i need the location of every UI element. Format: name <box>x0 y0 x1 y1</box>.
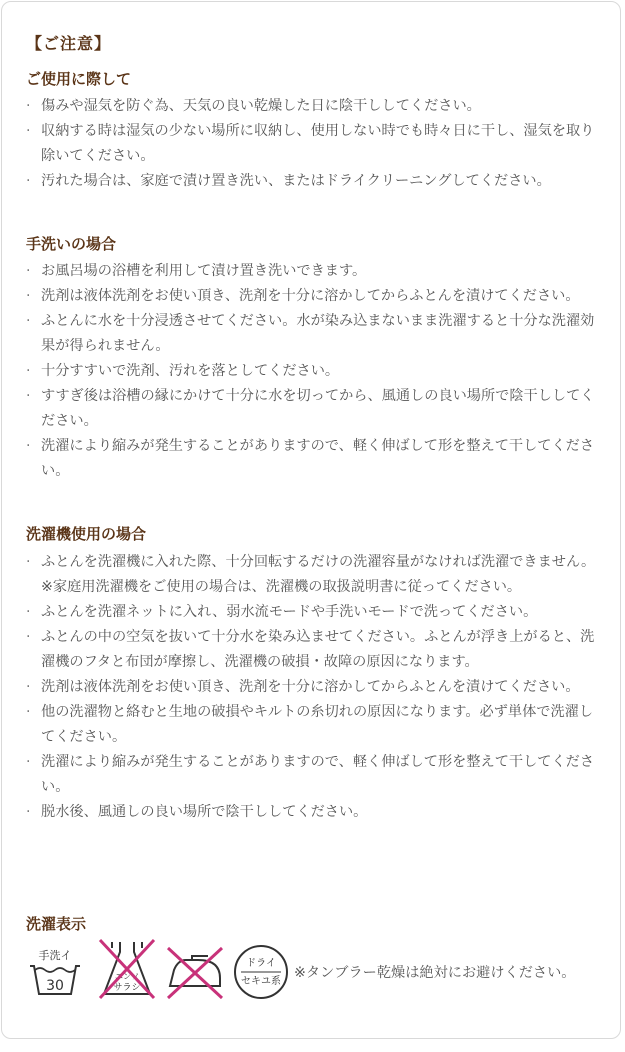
list-item: · 傷みや湿気を防ぐ為、天気の良い乾燥した日に陰干ししてください。 <box>26 98 481 114</box>
handwash-list <box>24 259 604 484</box>
page-title: 【ご注意】 <box>26 34 112 53</box>
list-item: · 脱水後、風通しの良い場所で陰干ししてください。 <box>26 804 368 820</box>
no-bleach-icon <box>96 938 158 1002</box>
handwash-30-icon <box>24 942 86 1002</box>
list-item: · 洗剤は液体洗剤をお使い頂き、洗剤を十分に溶かしてからふとんを漬けてください。 <box>26 288 580 304</box>
list-item: · 汚れた場合は、家庭で漬け置き洗い、またはドライクリーニングしてください。 <box>26 173 551 189</box>
list-item: · ふとんに水を十分浸透させてください。水が染み込まないまま洗濯すると十分な洗濯効果が得られません。 <box>26 313 595 354</box>
list-item: · ふとんの中の空気を抜いて十分水を染み込ませてください。ふとんが浮き上がると、洗濯機のフタと布団が摩擦し、洗濯機の破損・故障の原因になります。 <box>26 629 595 670</box>
care-card <box>1 1 621 1039</box>
bleach-label-bottom: サラシ <box>113 983 141 993</box>
bleach-label-top: エンソ <box>115 972 139 981</box>
wash-symbols-row <box>24 942 614 1004</box>
section-heading-usage: ご使用に際して <box>26 70 132 88</box>
list-item: · お風呂場の浴槽を利用して漬け置き洗いできます。 <box>26 263 367 279</box>
list-item: · 十分すすいで洗剤、汚れを落としてください。 <box>26 363 340 379</box>
dry-label-top: ドライ <box>246 958 276 969</box>
no-iron-icon <box>164 942 226 1002</box>
section-heading-handwash: 手洗いの場合 <box>26 235 117 253</box>
handwash-label: 手洗イ <box>38 949 72 962</box>
handwash-temp: 30 <box>46 978 64 994</box>
usage-list <box>24 94 604 194</box>
section-heading-wash-symbols: 洗濯表示 <box>26 915 87 933</box>
tumble-dry-note: ※タンブラー乾燥は絶対にお避けください。 <box>294 965 576 981</box>
dry-label-bottom: セキユ系 <box>241 976 281 987</box>
list-item: · 収納する時は湿気の少ない場所に収納し、使用しない時でも時々日に干し、湿気を取り除いてください。 <box>26 123 595 164</box>
list-item: · ふとんを洗濯ネットに入れ、弱水流モードや手洗いモードで洗ってください。 <box>26 604 538 620</box>
dry-clean-petroleum-icon <box>232 942 290 1002</box>
section-heading-machine: 洗濯機使用の場合 <box>26 525 147 543</box>
list-item: · 洗濯により縮みが発生することがありますので、軽く伸ばして形を整えて干してください。 <box>26 754 595 795</box>
list-item: · 洗濯により縮みが発生することがありますので、軽く伸ばして形を整えて干してください。 <box>26 438 595 479</box>
list-item: · 洗剤は液体洗剤をお使い頂き、洗剤を十分に溶かしてからふとんを漬けてください。 <box>26 679 580 695</box>
machine-list <box>24 550 604 825</box>
list-note: ※家庭用洗濯機をご使用の場合は、洗濯機の取扱説明書に従ってください。 <box>41 579 522 595</box>
list-item: · 他の洗濯物と絡むと生地の破損やキルトの糸切れの原因になります。必ず単体で洗濯してください。 <box>26 704 594 745</box>
list-item: · ふとんを洗濯機に入れた際、十分回転するだけの洗濯容量がなければ洗濯できません。 <box>26 554 596 570</box>
list-item: · すすぎ後は浴槽の縁にかけて十分に水を切ってから、風通しの良い場所で陰干ししてください。 <box>26 388 595 429</box>
